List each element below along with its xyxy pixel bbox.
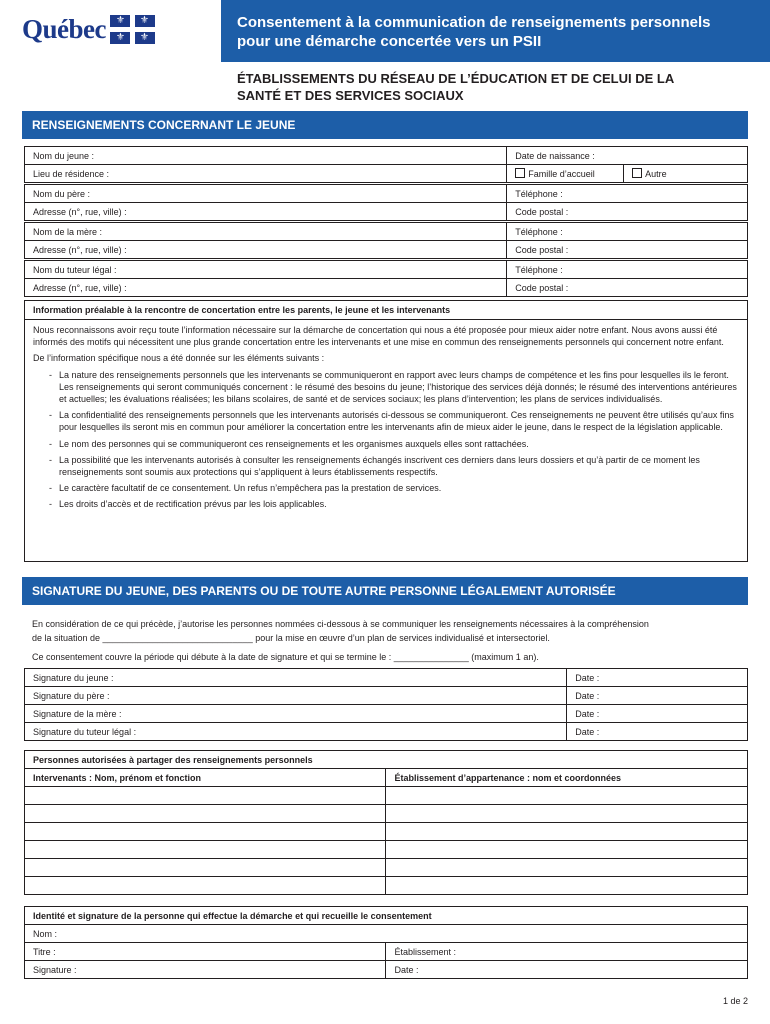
consent-statement: En considération de ce qui précède, j’autorise les personnes nommées ci-dessous à se communiquer les renseignements nécessaires à la compréhension de la situation de ______________________________ pour la mise en œuvre d’un plan de services individualisé et intersectoriel. — [32, 619, 649, 643]
nom-jeune-field[interactable]: Nom du jeune : — [25, 147, 507, 165]
intervenant-field[interactable] — [25, 859, 386, 877]
code-postal-pere-field[interactable]: Code postal : — [507, 203, 748, 221]
list-item: - La nature des renseignements personnels que les intervenants se communiqueront en rapport avec leurs champs de compétence et les fins pour lesquelles ils le feront. Les renseignements qui seront communiqués concernent : le résumé des besoins du jeune; l’historique des services déjà donnés; le résumé des interventions antérieures et actuelles; les évaluations réalisées; les bilans scolaires, de santé et de services sociaux; les plans d’intervention; les plans de services individualisés. — [33, 369, 739, 406]
etablissement-field[interactable] — [386, 841, 748, 859]
code-postal-tuteur-field[interactable]: Code postal : — [507, 279, 748, 297]
nom-mere-field[interactable]: Nom de la mère : — [25, 223, 507, 241]
telephone-pere-field[interactable]: Téléphone : — [507, 185, 748, 203]
etablissement-field[interactable] — [386, 805, 748, 823]
intervenant-field[interactable] — [25, 823, 386, 841]
nom-pere-field[interactable]: Nom du père : — [25, 185, 507, 203]
fleurdelise-flag-icon: ⚜ ⚜ ⚜ ⚜ — [110, 15, 155, 44]
intervenant-field[interactable] — [25, 841, 386, 859]
list-item: - Le nom des personnes qui se communiqueront ces renseignements et les organismes auxquels elles sont rattachées. — [33, 438, 739, 450]
nom-field[interactable]: Nom : — [25, 925, 748, 943]
titre-field[interactable]: Titre : — [25, 943, 386, 961]
signature-jeune-field[interactable]: Signature du jeune : — [25, 669, 567, 687]
authorized-persons-table — [24, 750, 748, 895]
intervenant-field[interactable] — [25, 877, 386, 895]
page-number: 1 de 2 — [722, 996, 748, 1006]
column-header-intervenants: Intervenants : Nom, prénom et fonction — [25, 769, 386, 787]
date-naissance-field[interactable]: Date de naissance : — [507, 147, 748, 165]
authorized-table-title: Personnes autorisées à partager des renseignements personnels — [25, 751, 748, 769]
column-header-etablissement: Établissement d’appartenance : nom et coordonnées — [386, 769, 748, 787]
info-paragraph: Nous reconnaissons avoir reçu toute l’information nécessaire sur la démarche de concertation qui nous a été proposée pour mieux aider notre enfant. Nous avons aussi été informés des motifs qui nécessitent une plus grande concertation entre les intervenants et une mise en commun des renseignements personnels qui concernent notre enfant. — [33, 325, 724, 348]
list-item: - Les droits d’accès et de rectification prévus par les lois applicables. — [33, 498, 739, 510]
signature-field[interactable]: Signature : — [25, 961, 386, 979]
identity-table-title: Identité et signature de la personne qui effectue la démarche et qui recueille le consentement — [25, 907, 748, 925]
consent-period: Ce consentement couvre la période qui débute à la date de signature et qui se termine le : _______________ (maximum 1 an). — [32, 652, 539, 662]
etablissement-field[interactable]: Établissement : — [386, 943, 748, 961]
date-mere-field[interactable]: Date : — [567, 705, 748, 723]
nom-tuteur-field[interactable]: Nom du tuteur légal : — [25, 261, 507, 279]
youth-section-title: RENSEIGNEMENTS CONCERNANT LE JEUNE — [22, 111, 748, 139]
quebec-logo — [22, 14, 155, 45]
telephone-tuteur-field[interactable]: Téléphone : — [507, 261, 748, 279]
info-bullet-list — [33, 369, 739, 511]
info-paragraph: De l’information spécifique nous a été donnée sur les éléments suivants : — [33, 353, 325, 364]
list-item: - Le caractère facultatif de ce consentement. Un refus n’empêchera pas la prestation de services. — [33, 482, 739, 494]
etablissement-field[interactable] — [386, 859, 748, 877]
form-subtitle: ÉTABLISSEMENTS DU RÉSEAU DE L’ÉDUCATION ET DE CELUI DE LA SANTÉ ET DES SERVICES SOCIAUX — [237, 71, 675, 103]
identity-table — [24, 906, 748, 979]
date-jeune-field[interactable]: Date : — [567, 669, 748, 687]
etablissement-field[interactable] — [386, 787, 748, 805]
form-title: Consentement à la communication de renseignements personnels pour une démarche concertée vers un PSII — [221, 0, 770, 62]
youth-info-table — [24, 146, 748, 297]
info-box-title: Information préalable à la rencontre de concertation entre les parents, le jeune et les intervenants — [25, 301, 747, 320]
signature-mere-field[interactable]: Signature de la mère : — [25, 705, 567, 723]
adresse-mere-field[interactable]: Adresse (n°, rue, ville) : — [25, 241, 507, 259]
checkbox-icon — [632, 168, 642, 178]
checkbox-icon — [515, 168, 525, 178]
signature-section-title: SIGNATURE DU JEUNE, DES PARENTS OU DE TOUTE AUTRE PERSONNE LÉGALEMENT AUTORISÉE — [22, 577, 748, 605]
signature-tuteur-field[interactable]: Signature du tuteur légal : — [25, 723, 567, 741]
signature-pere-field[interactable]: Signature du père : — [25, 687, 567, 705]
list-item: - La possibilité que les intervenants autorisés à consulter les renseignements échangés inscrivent ces derniers dans leurs dossiers et qu’à partir de ce moment les renseignements sont soumis aux protections qui s’appliquent à leurs établissements respectifs. — [33, 454, 739, 478]
page-header — [0, 0, 770, 62]
intervenant-field[interactable] — [25, 787, 386, 805]
etablissement-field[interactable] — [386, 877, 748, 895]
adresse-pere-field[interactable]: Adresse (n°, rue, ville) : — [25, 203, 507, 221]
logo-text: Québec — [22, 14, 106, 44]
etablissement-field[interactable] — [386, 823, 748, 841]
info-preliminary-box — [24, 300, 748, 562]
famille-accueil-checkbox[interactable]: Famille d’accueil — [507, 165, 624, 183]
list-item: - La confidentialité des renseignements personnels que les intervenants autorisés ci-dessous se communiqueront. Ces renseignements ne peuvent être utilisés qu’aux fins pour lesquelles ils seront mis en commun pour améliorer la concertation entre les intervenants afin de mieux aider le jeune, dans le respect de la législation applicable. — [33, 409, 739, 433]
lieu-residence-field[interactable]: Lieu de résidence : — [25, 165, 507, 183]
date-field[interactable]: Date : — [386, 961, 748, 979]
autre-checkbox[interactable]: Autre — [624, 165, 748, 183]
signature-table — [24, 668, 748, 741]
date-pere-field[interactable]: Date : — [567, 687, 748, 705]
intervenant-field[interactable] — [25, 805, 386, 823]
code-postal-mere-field[interactable]: Code postal : — [507, 241, 748, 259]
adresse-tuteur-field[interactable]: Adresse (n°, rue, ville) : — [25, 279, 507, 297]
date-tuteur-field[interactable]: Date : — [567, 723, 748, 741]
telephone-mere-field[interactable]: Téléphone : — [507, 223, 748, 241]
